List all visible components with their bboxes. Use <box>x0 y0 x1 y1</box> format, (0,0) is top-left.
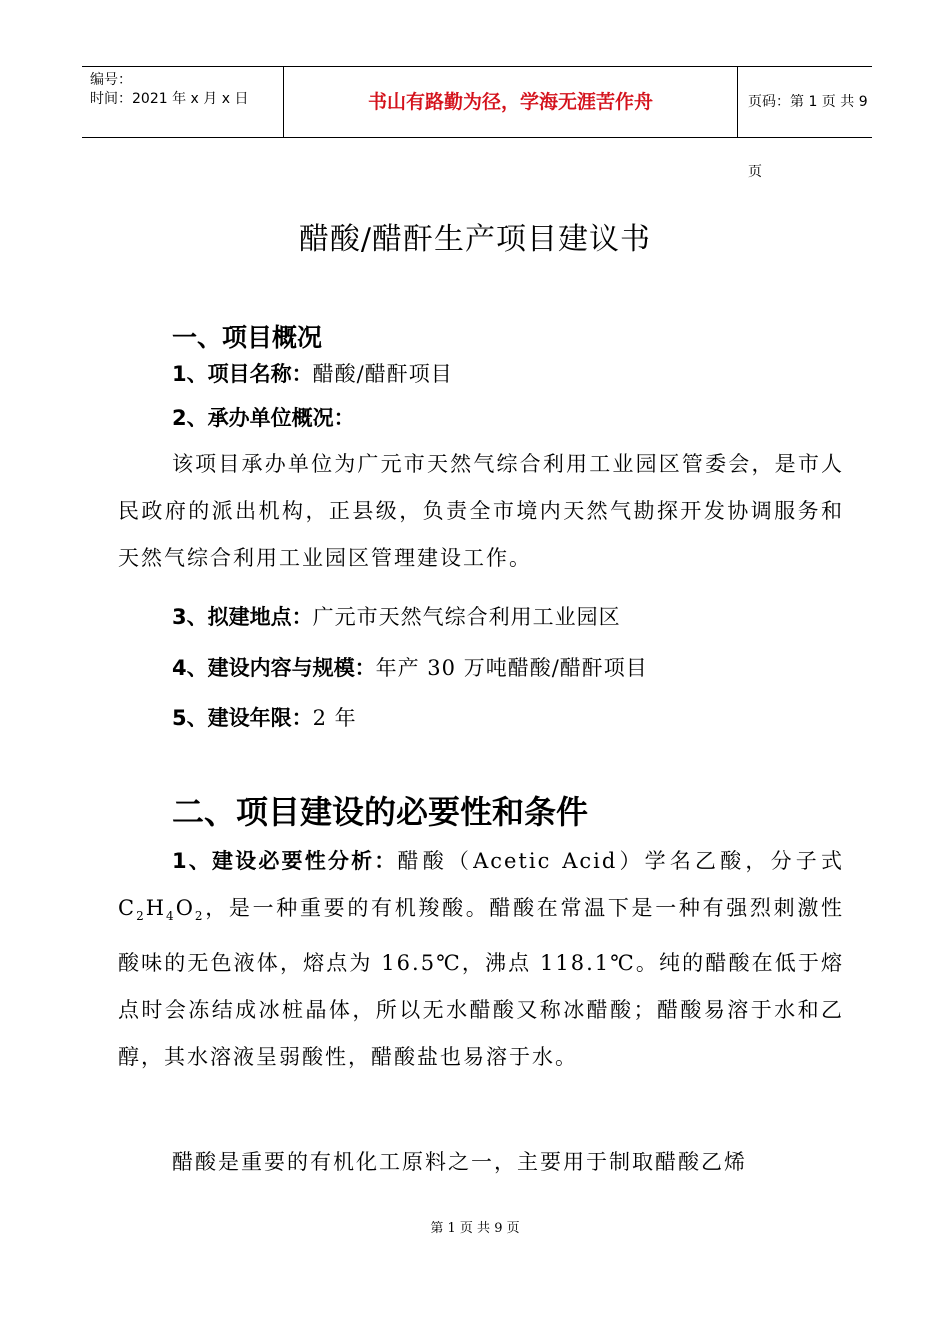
item-value: 广元市天然气综合利用工业园区 <box>312 605 621 629</box>
number-label: 编号： <box>90 72 132 88</box>
item-scale <box>172 652 648 682</box>
subscript: 4 <box>166 909 176 924</box>
item-value: 2 年 <box>312 706 357 730</box>
section-heading-necessity: 二、项目建设的必要性和条件 <box>172 793 589 831</box>
acetic-use-paragraph: 醋酸是重要的有机化工原料之一，主要用于制取醋酸乙烯 <box>172 1150 747 1174</box>
subscript: 2 <box>194 909 205 924</box>
subscript: 2 <box>136 909 146 924</box>
page-footer: 第 1 页 共 9 页 <box>430 1221 520 1236</box>
item-label: 2、承办单位概况： <box>172 406 355 430</box>
item-label: 5、建设年限： <box>172 706 313 730</box>
item-location <box>172 601 621 631</box>
text-run: O <box>175 896 195 920</box>
header-motto: 书山有路勤为径，学海无涯苦作舟 <box>284 67 738 137</box>
item-label: 1、建设必要性分析： <box>172 849 398 873</box>
item-project-name <box>172 358 453 388</box>
header-page-code: 页码：第 1 页 共 9 页 <box>748 94 868 180</box>
necessity-paragraph <box>118 838 844 1081</box>
item-host-unit <box>172 402 355 432</box>
item-value: 醋酸/醋酐项目 <box>312 362 453 386</box>
time-label: 时间：2021 年 x 月 x 日 <box>90 91 249 107</box>
item-label: 1、项目名称： <box>172 362 313 386</box>
item-value: 年产 30 万吨醋酸/醋酐项目 <box>375 656 648 680</box>
document-header <box>82 66 872 180</box>
host-unit-paragraph: 该项目承办单位为广元市天然气综合利用工业园区管委会，是市人民政府的派出机构，正县级，负责全市境内天然气勘探开发协调服务和天然气综合利用工业园区管理建设工作。 <box>118 452 844 570</box>
document-title: 醋酸/醋酐生产项目建议书 <box>298 222 652 257</box>
section-heading-overview: 一、项目概况 <box>172 323 323 352</box>
header-meta-cell <box>82 67 284 137</box>
item-label: 4、建设内容与规模： <box>172 656 376 680</box>
text-run: H <box>145 896 167 920</box>
item-label: 3、拟建地点： <box>172 605 313 629</box>
text-run: 醋酸（Acetic Acid）学名乙酸，分子式 C <box>118 849 844 920</box>
text-run: ，是一种重要的有机羧酸。醋酸在常温下是一种有强烈刺激性酸味的无色液体，熔点为 16.5℃，沸点 118.1℃。纯的醋酸在低于熔点时会冻结成冰桩晶体，所以无水醋酸又称冰醋酸；醋酸易溶于水和乙醇，其水溶液呈弱酸性，醋酸盐也易溶于水。 <box>118 896 844 1070</box>
item-duration <box>172 702 357 732</box>
